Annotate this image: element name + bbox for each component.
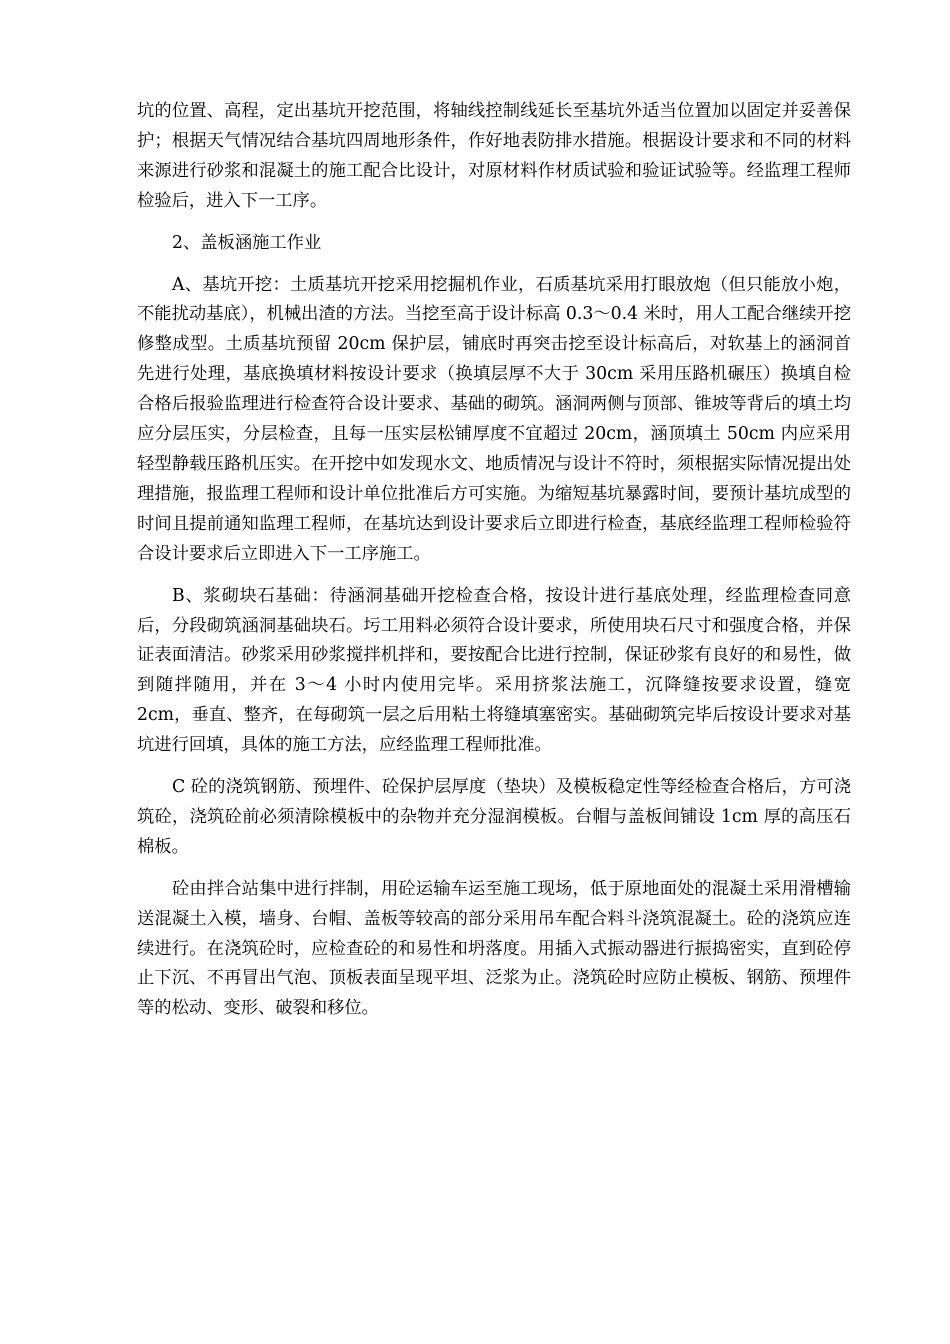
document-page [137,97,851,1036]
paragraph-concrete-mixing: 砼由拌合站集中进行拌制，用砼运输车运至施工现场，低于原地面处的混凝土采用滑槽输送混凝土入模，墙身、台帽、盖板等较高的部分采用吊车配合料斗浇筑混凝土。砼的浇筑应连续进行。在浇筑砼时，应检查砼的和易性和坍落度。用插入式振动器进行振捣密实，直到砼停止下沉、不再冒出气泡、顶板表面呈现平坦、泛浆为止。浇筑砼时应防止模板、钢筋、预埋件等的松动、变形、破裂和移位。 [137,878,851,1019]
paragraph-site-layout: 坑的位置、高程，定出基坑开挖范围，将轴线控制线延长至基坑外适当位置加以固定并妥善保护；根据天气情况结合基坑四周地形条件，作好地表防排水措施。根据设计要求和不同的材料来源进行砂浆和混凝土的施工配合比设计，对原材料作材质试验和验证试验等。经监理工程师检验后，进入下一工序。 [137,101,851,211]
section-heading-culvert-construction: 2、盖板涵施工作业 [172,232,322,253]
paragraph-masonry-foundation: B、浆砌块石基础：待涵洞基础开挖检查合格，按设计进行基底处理，经监理检查同意后，分段砌筑涵洞基础块石。圬工用料必须符合设计要求，所使用块石尺寸和强度合格，并保证表面清洁。砂浆采用砂浆搅拌机拌和，要按配合比进行控制，保证砂浆有良好的和易性，做到随拌随用，并在 3～4 小时内使用完毕。采用挤浆法施工，沉降缝按要求设置，缝宽 2cm，垂直、整齐，在每砌筑一层之后用粘土将缝填塞密实。基础砌筑完毕后按设计要求对基坑进行回填，具体的施工方法，应经监理工程师批准。 [137,585,851,756]
paragraph-foundation-excavation: A、基坑开挖：土质基坑开挖采用挖掘机作业，石质基坑采用打眼放炮（但只能放小炮，不能扰动基底），机械出渣的方法。当挖至高于设计标高 0.3～0.4 米时，用人工配合继续开挖修整成型。土质基坑预留 20cm 保护层，铺底时再突击挖至设计标高后，对软基上的涵洞首先进行处理，基底换填材料按设计要求（换填层厚不大于 30cm 采用压路机碾压）换填自检合格后报验监理进行检查符合设计要求、基础的砌筑。涵洞两侧与顶部、锥坡等背后的填土均应分层压实，分层检查，且每一压实层松铺厚度不宜超过 20cm，涵顶填土 50cm 内应采用轻型静载压路机压实。在开挖中如发现水文、地质情况与设计不符时，须根据实际情况提出处理措施，报监理工程师和设计单位批准后方可实施。为缩短基坑暴露时间，要预计基坑成型的时间且提前通知监理工程师，在基坑达到设计要求后立即进行检查，基底经监理工程师检验符合设计要求后立即进入下一工序施工。 [137,274,851,564]
paragraph-concrete-pouring: C 砼的浇筑钢筋、预埋件、砼保护层厚度（垫块）及模板稳定性等经检查合格后，方可浇筑砼，浇筑砼前必须清除模板中的杂物并充分湿润模板。台帽与盖板间铺设 1cm 厚的高压石棉板。 [137,777,851,857]
